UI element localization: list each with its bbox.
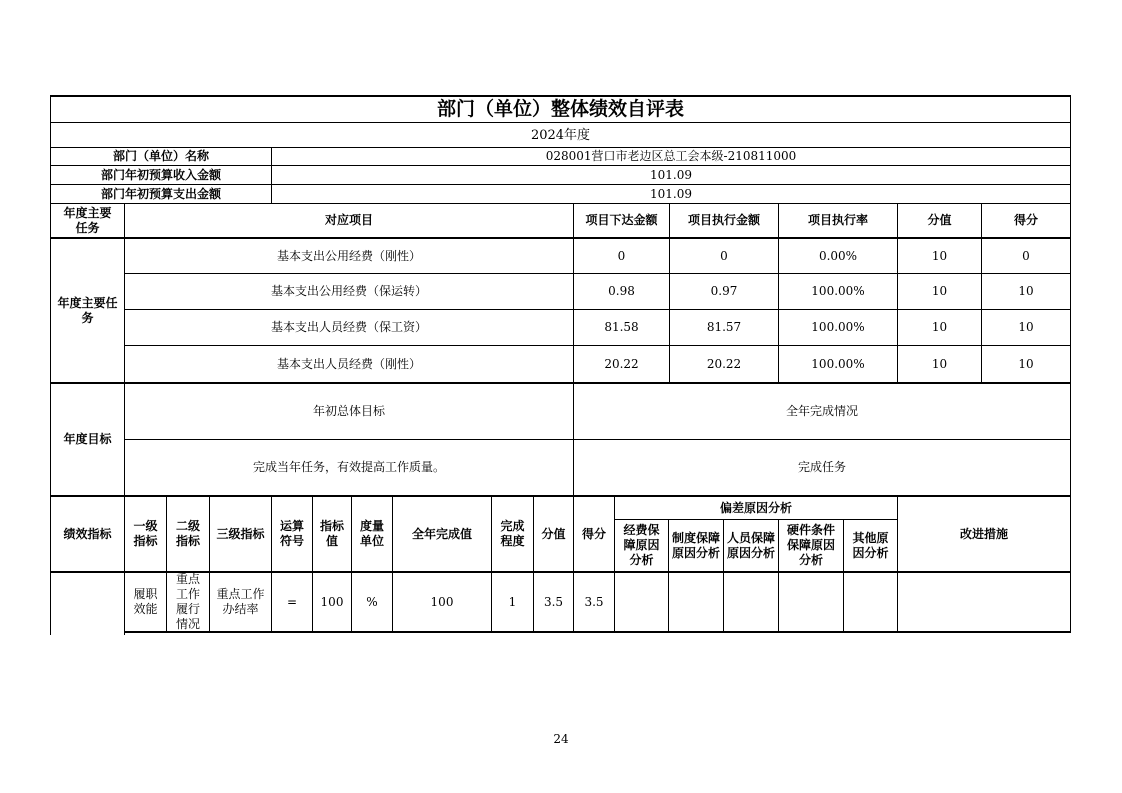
expense-value: 101.09 — [650, 186, 692, 201]
task-row-4-rate: 100.00% — [811, 356, 865, 371]
goal-target-text: 完成当年任务，有效提高工作质量。 — [252, 460, 445, 474]
task-row-1-score: 10 — [931, 248, 948, 263]
task-row-3-item: 基本支出人员经费（保工资） — [270, 320, 427, 334]
task-row-4-got: 10 — [1018, 356, 1034, 371]
task-row-3-exec: 81.57 — [706, 320, 742, 334]
task-row-1-got: 0 — [1022, 248, 1030, 263]
page-title: 部门（单位）整体绩效自评表 — [436, 98, 684, 120]
tasks-header-got: 得分 — [1013, 213, 1038, 227]
perf-header-degree: 完成程度 — [500, 519, 525, 548]
perf-header-got: 得分 — [581, 526, 606, 541]
goal-side-label: 年度目标 — [63, 432, 112, 446]
income-label: 部门年初预算收入金额 — [100, 167, 221, 182]
task-row-1-item: 基本支出公用经费（刚性） — [276, 248, 421, 263]
perf-header-deviation: 偏差原因分析 — [719, 500, 792, 515]
perf-row-1-val: 100 — [320, 594, 344, 609]
perf-header-full: 全年完成值 — [411, 526, 472, 541]
perf-row-1-unit: % — [366, 594, 378, 609]
task-row-1-budget: 0 — [617, 248, 626, 263]
income-value: 101.09 — [650, 167, 692, 182]
perf-header-unit: 度量单位 — [359, 519, 384, 548]
perf-side-label: 绩效指标 — [63, 526, 112, 541]
dept-name-value: 028001营口市老边区总工会本级-210811000 — [545, 149, 797, 163]
perf-header-dev-staff: 人员保障原因分析 — [727, 530, 776, 560]
perf-row-1-op: = — [286, 594, 298, 609]
perf-header-dev-hw: 硬件条件保障原因分析 — [786, 523, 835, 567]
perf-header-op: 运算符号 — [279, 519, 304, 548]
tasks-header-item: 对应项目 — [324, 213, 373, 227]
task-row-4-score: 10 — [931, 356, 948, 371]
tasks-header-rate: 项目执行率 — [807, 213, 868, 227]
task-row-4-exec: 20.22 — [706, 356, 742, 371]
perf-row-1-l3: 重点工作办结率 — [216, 587, 265, 616]
task-row-2-rate: 100.00% — [811, 284, 865, 298]
goal-header-target: 年初总体目标 — [312, 404, 385, 418]
perf-header-l1: 一级指标 — [133, 519, 158, 548]
perf-header-dev-fund: 经费保障原因分析 — [623, 523, 660, 567]
task-row-3-budget: 81.58 — [604, 320, 639, 334]
task-row-3-rate: 100.00% — [811, 320, 865, 334]
perf-header-dev-other: 其他原因分析 — [852, 530, 889, 560]
perf-row-1-l1: 履职效能 — [133, 587, 158, 616]
tasks-header-left: 年度主要任务 — [63, 205, 112, 235]
tasks-header-score: 分值 — [927, 213, 952, 227]
task-row-2-score: 10 — [931, 284, 948, 298]
task-row-2-got: 10 — [1018, 284, 1034, 298]
task-row-4-budget: 20.22 — [604, 356, 639, 371]
perf-header-l3: 三级指标 — [216, 526, 265, 541]
goal-done-text: 完成任务 — [797, 460, 846, 474]
tasks-header-budget: 项目下达金额 — [585, 213, 658, 227]
tasks-header-exec: 项目执行金额 — [687, 213, 760, 227]
task-row-4-item: 基本支出人员经费（刚性） — [276, 356, 421, 371]
perf-header-l2: 二级指标 — [175, 519, 200, 548]
perf-row-1-score: 3.5 — [543, 594, 564, 609]
task-row-1-exec: 0 — [720, 248, 728, 263]
goal-header-done: 全年完成情况 — [785, 404, 858, 418]
perf-row-1-full: 100 — [430, 594, 454, 609]
task-row-2-budget: 0.98 — [608, 284, 635, 298]
expense-label: 部门年初预算支出金额 — [100, 186, 221, 201]
perf-row-1-l2: 重点工作履行情况 — [175, 572, 200, 631]
perf-row-1-degree: 1 — [508, 594, 517, 609]
perf-header-val: 指标值 — [319, 519, 344, 548]
tasks-side-label: 年度主要任务 — [57, 295, 118, 325]
task-row-1-rate: 0.00% — [818, 248, 858, 263]
perf-header-score: 分值 — [541, 526, 566, 541]
task-row-2-exec: 0.97 — [710, 284, 738, 298]
task-row-2-item: 基本支出公用经费（保运转） — [270, 284, 427, 298]
perf-header-dev-sys: 制度保障原因分析 — [672, 530, 721, 560]
fiscal-year: 2024年度 — [530, 127, 591, 143]
perf-row-1-got: 3.5 — [584, 594, 604, 609]
page-number: 24 — [553, 731, 569, 746]
task-row-3-score: 10 — [931, 320, 948, 334]
perf-header-improve: 改进措施 — [959, 526, 1008, 541]
task-row-3-got: 10 — [1018, 320, 1034, 334]
dept-name-label: 部门（单位）名称 — [112, 149, 209, 163]
